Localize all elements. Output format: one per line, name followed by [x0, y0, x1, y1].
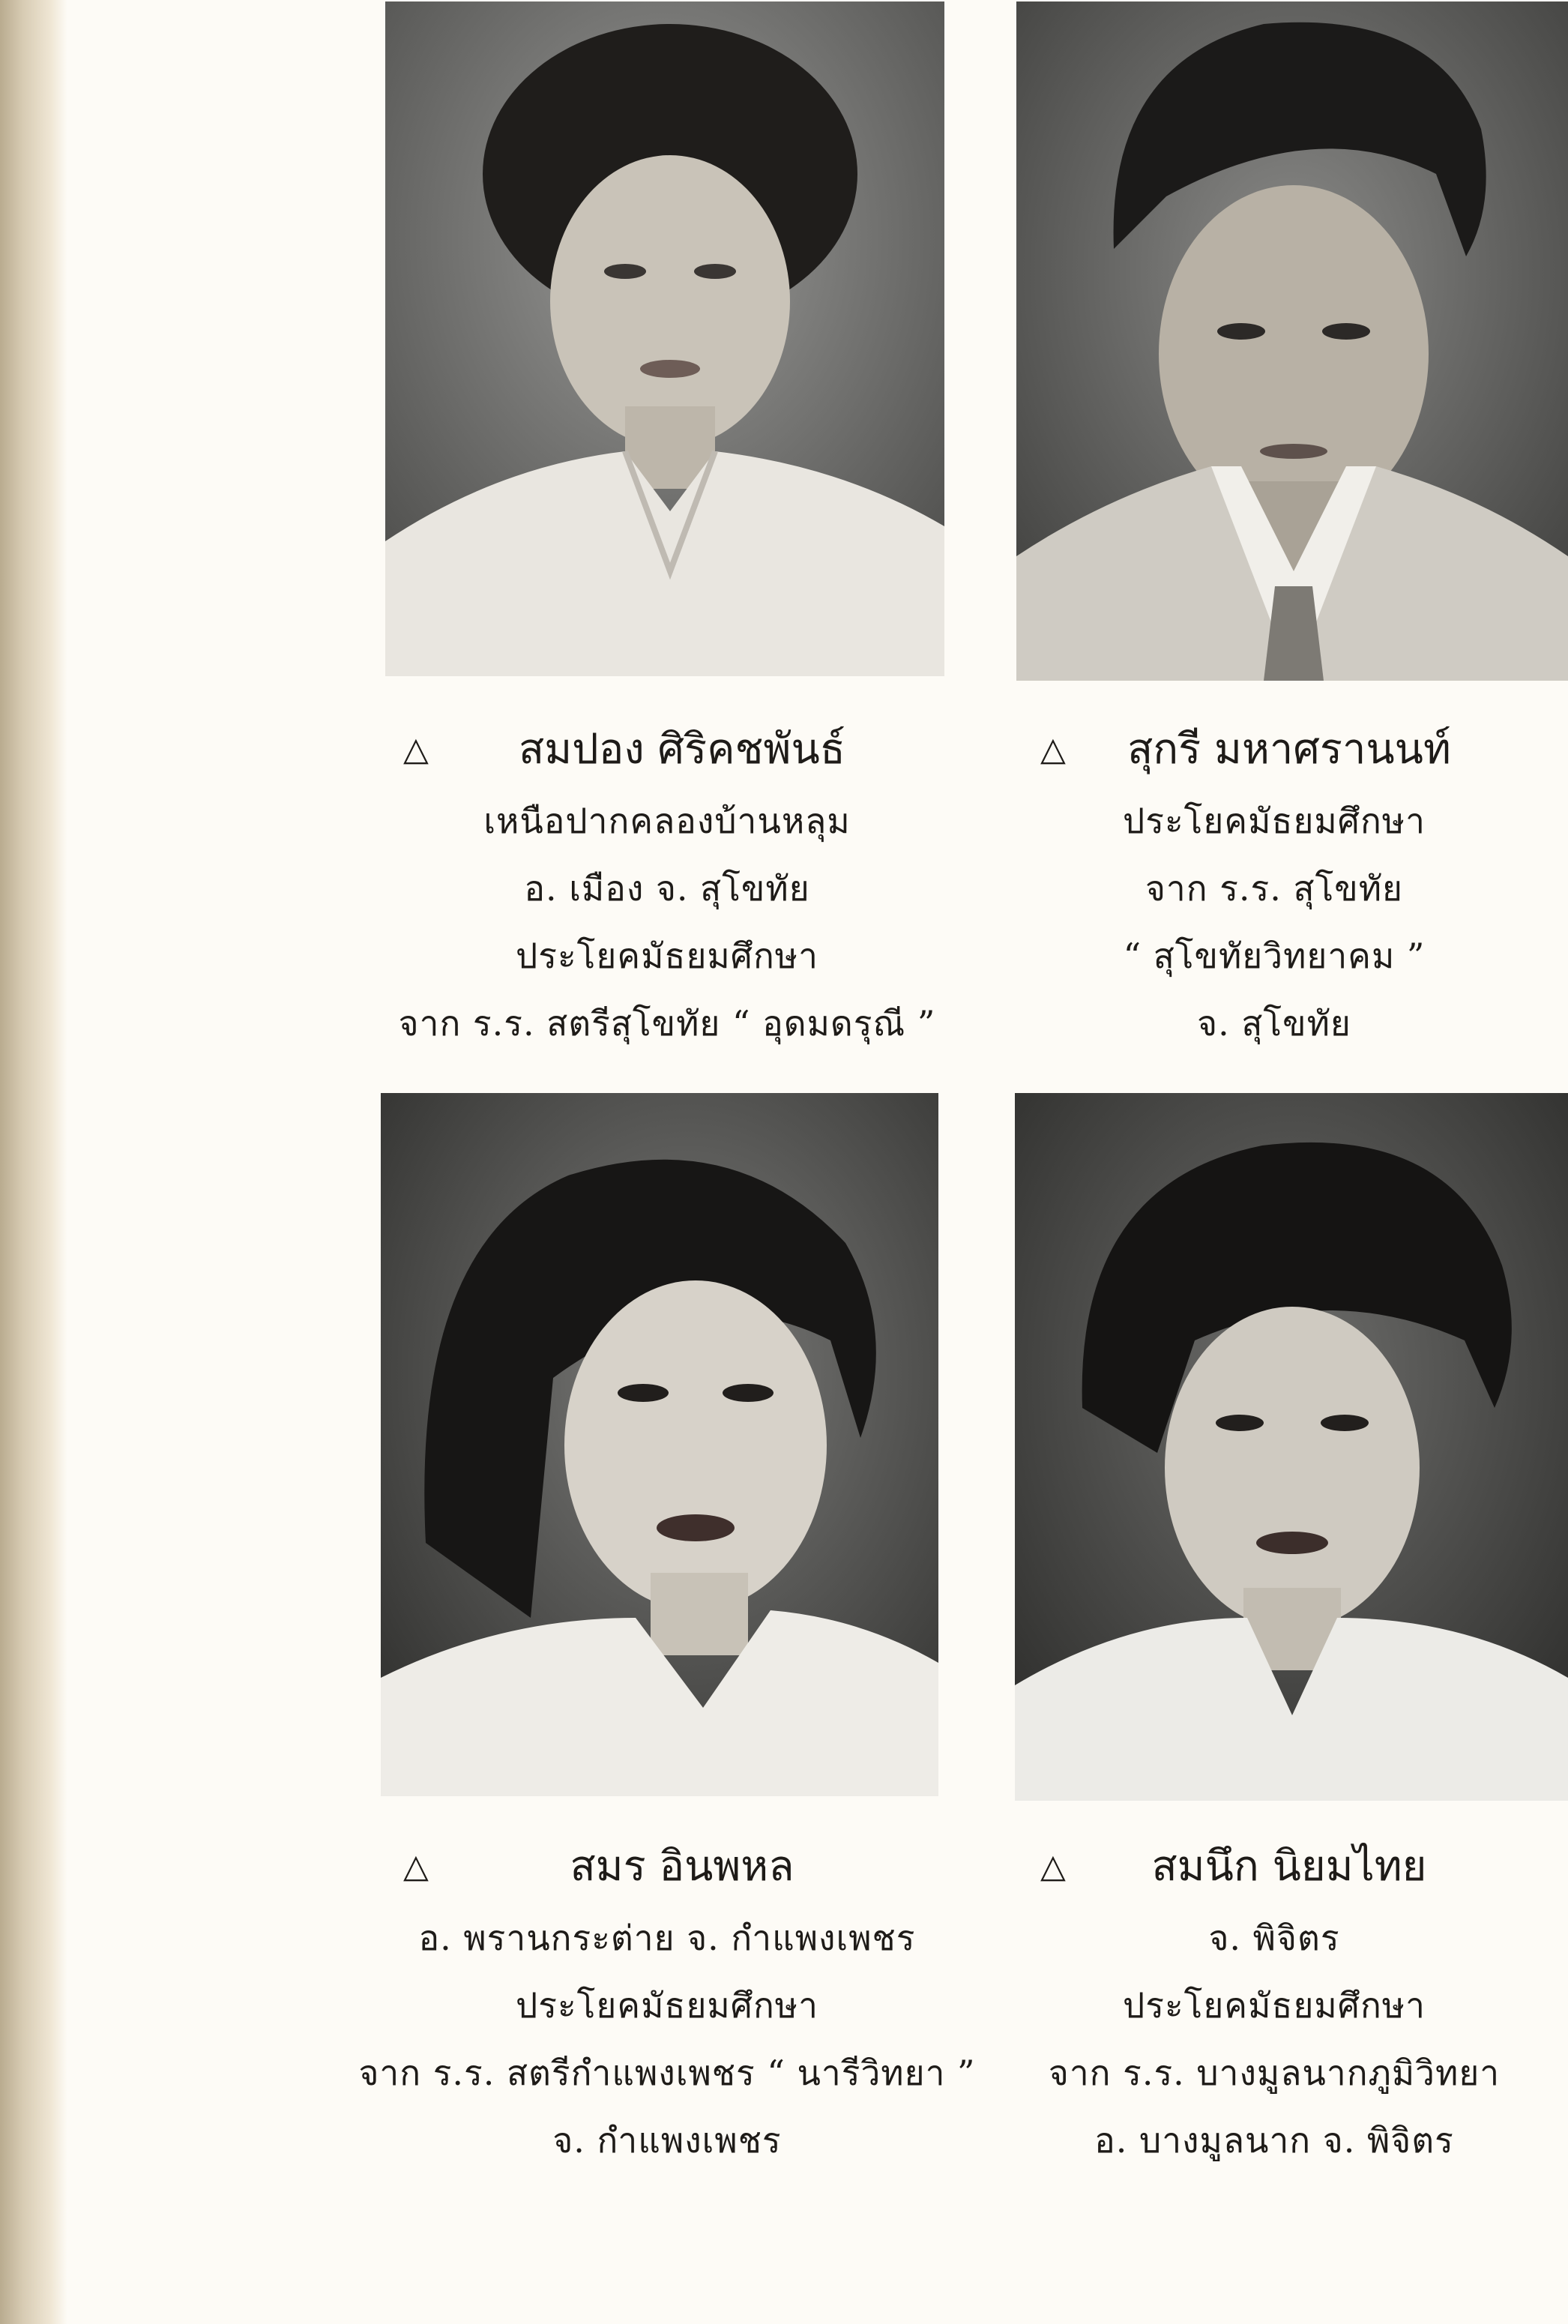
caption-line-3-2: ประโยคมัธยมศึกษา — [516, 1985, 818, 2026]
caption-name-row-1 — [330, 712, 1004, 787]
portrait-photo-2 — [1016, 1, 1568, 681]
caption-line-1-2: อ. เมือง จ. สุโขทัย — [524, 868, 810, 909]
person-name-2: สุกรี มหาศรานนท์ — [1127, 725, 1451, 774]
caption-line-2-3: “ สุโขทัยวิทยาคม ” — [1123, 936, 1426, 976]
triangle-marker-icon: △ — [403, 730, 429, 768]
person-name-4: สมนึก นิยมไทย — [1151, 1842, 1427, 1891]
caption-line-2-2: จาก ร.ร. สุโขทัย — [1145, 868, 1404, 909]
caption-line-4-1: จ. พิจิตร — [1208, 1918, 1340, 1958]
caption-line-3-1: อ. พรานกระต่าย จ. กำแพงเพชร — [418, 1918, 916, 1958]
portrait-photo-4 — [1015, 1093, 1568, 1801]
caption-line-4-4: อ. บางมูลนาก จ. พิจิตร — [1094, 2120, 1454, 2161]
triangle-marker-icon: △ — [1040, 1847, 1066, 1885]
caption-line-3-3: จาก ร.ร. สตรีกำแพงเพชร “ นารีวิทยา ” — [358, 2053, 976, 2093]
caption-entry-3 — [330, 1829, 1004, 2174]
caption-name-row-3 — [330, 1829, 1004, 1904]
caption-entry-1 — [330, 712, 1004, 1057]
triangle-marker-icon: △ — [1040, 730, 1066, 768]
portrait-photo-1 — [385, 1, 944, 676]
portrait-photo-3 — [381, 1093, 938, 1796]
caption-line-2-4: จ. สุโขทัย — [1197, 1003, 1351, 1044]
caption-name-row-4 — [989, 1829, 1559, 1904]
person-name-1: สมปอง ศิริคชพันธ์ — [519, 725, 845, 774]
book-binding-shadow — [0, 0, 67, 2324]
caption-line-1-1: เหนือปากคลองบ้านหลุม — [483, 801, 851, 841]
caption-entry-4 — [989, 1829, 1559, 2174]
caption-line-4-3: จาก ร.ร. บางมูลนากภูมิวิทยา — [1048, 2053, 1501, 2093]
caption-line-1-3: ประโยคมัธยมศึกษา — [516, 936, 818, 976]
person-name-3: สมร อินพหล — [570, 1842, 794, 1891]
caption-line-3-4: จ. กำแพงเพชร — [552, 2120, 782, 2161]
caption-line-1-4: จาก ร.ร. สตรีสุโขทัย “ อุดมดรุณี ” — [398, 1003, 936, 1044]
caption-name-row-2 — [989, 712, 1559, 787]
triangle-marker-icon: △ — [403, 1847, 429, 1885]
caption-line-2-1: ประโยคมัธยมศึกษา — [1123, 801, 1426, 841]
caption-line-4-2: ประโยคมัธยมศึกษา — [1123, 1985, 1426, 2026]
caption-entry-2 — [989, 712, 1559, 1057]
